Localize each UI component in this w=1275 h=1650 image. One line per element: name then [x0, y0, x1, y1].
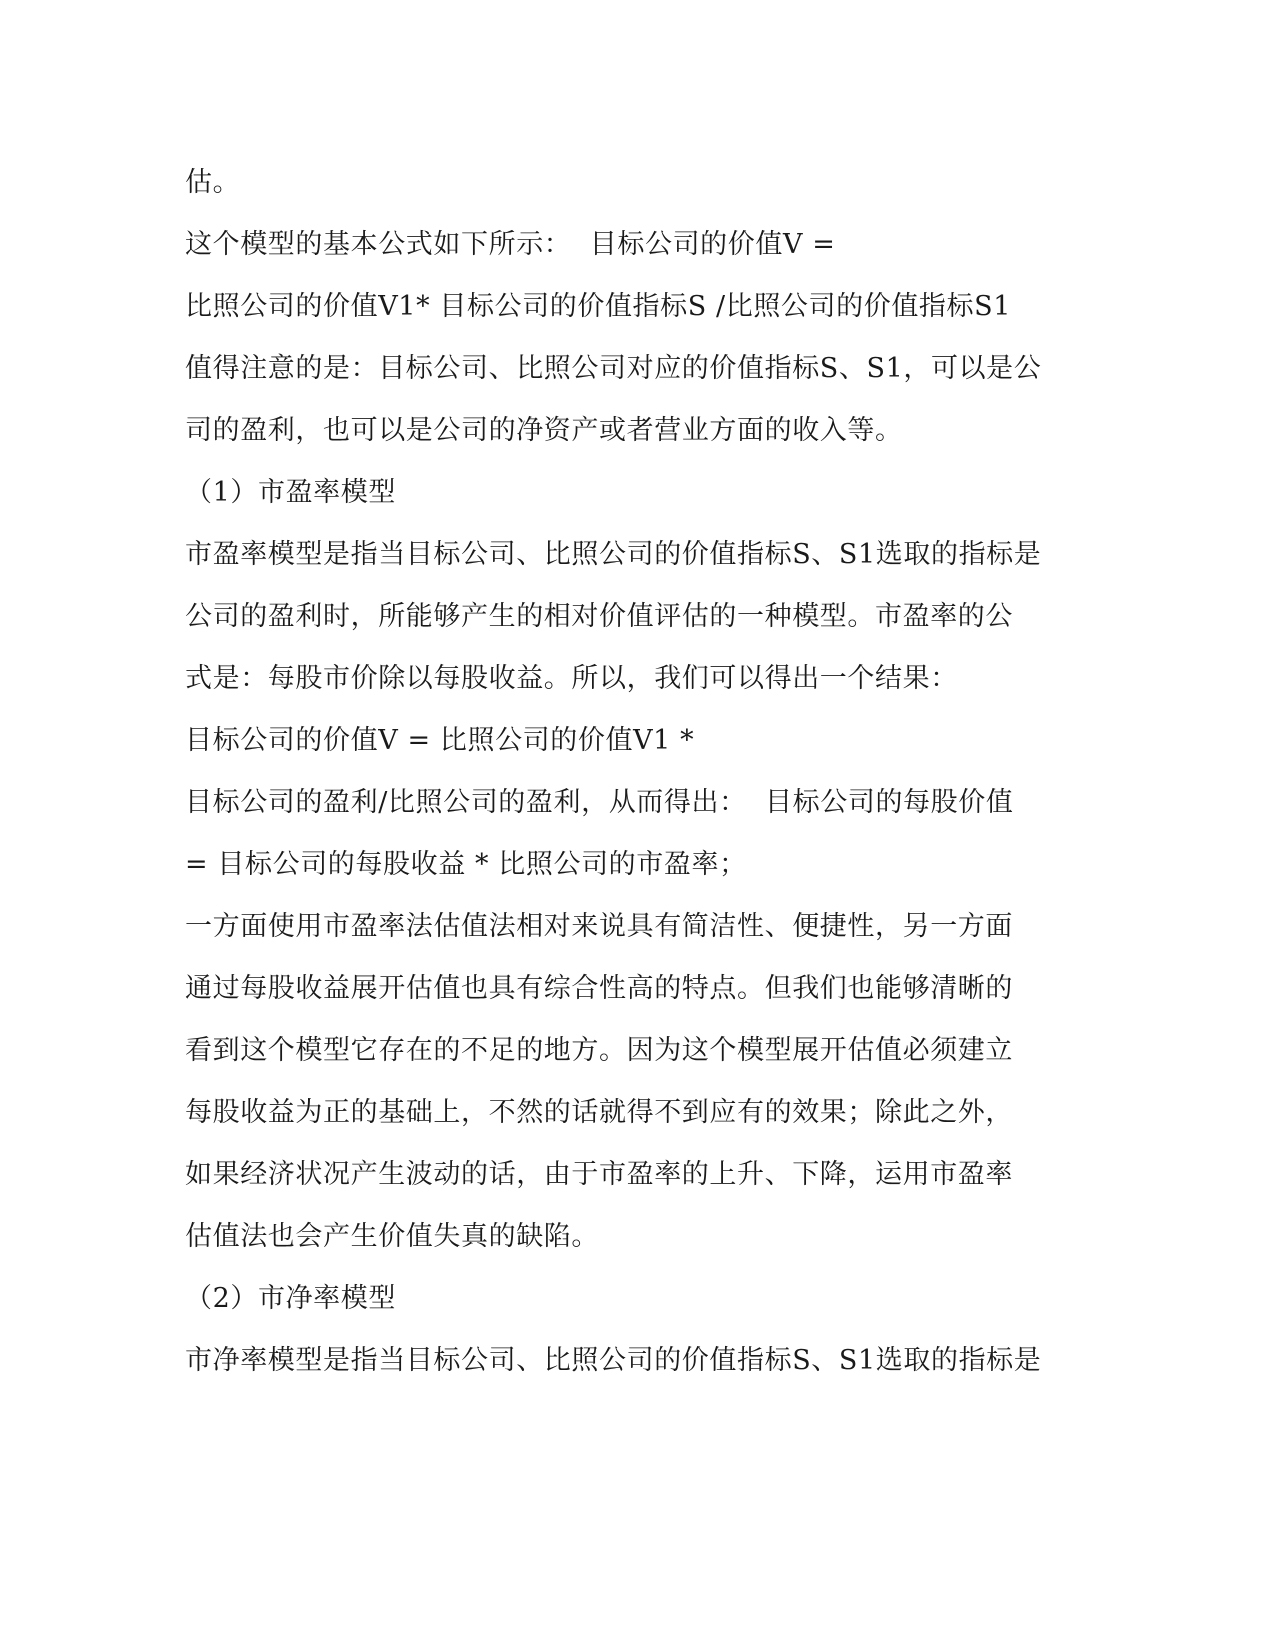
text-line-pe-formula-cont: 目标公司的盈利/比照公司的盈利，从而得出： 目标公司的每股价值 — [185, 787, 1014, 818]
text-line-pe-cons: 看到这个模型它存在的不足的地方。因为这个模型展开估值必须建立 — [185, 1035, 1013, 1066]
text-line-pe-pros-cont: 通过每股收益展开估值也具有综合性高的特点。但我们也能够清晰的 — [185, 973, 1013, 1004]
text-line-pe-def: 市盈率模型是指当目标公司、比照公司的价值指标S、S1选取的指标是 — [185, 539, 1042, 570]
section-heading-pe-model: （1）市盈率模型 — [185, 477, 396, 508]
text-line-pe-formula-intro: 式是：每股市价除以每股收益。所以，我们可以得出一个结果： — [185, 663, 958, 694]
text-line-note-cont: 司的盈利，也可以是公司的净资产或者营业方面的收入等。 — [185, 415, 903, 446]
text-line-pe-cons-end: 估值法也会产生价值失真的缺陷。 — [185, 1221, 599, 1252]
text-line-pe-cons-cont2: 如果经济状况产生波动的话，由于市盈率的上升、下降，运用市盈率 — [185, 1159, 1013, 1190]
text-line-pe-formula: 目标公司的价值V = 比照公司的价值V1 * — [185, 725, 695, 756]
text-line-pe-def-cont: 公司的盈利时，所能够产生的相对价值评估的一种模型。市盈率的公 — [185, 601, 1013, 632]
text-line-pe-cons-cont: 每股收益为正的基础上，不然的话就得不到应有的效果；除此之外， — [185, 1097, 1013, 1128]
document-body — [185, 152, 1045, 1392]
text-line-pb-def: 市净率模型是指当目标公司、比照公司的价值指标S、S1选取的指标是 — [185, 1345, 1042, 1376]
text-line-formula-intro: 这个模型的基本公式如下所示： 目标公司的价值V = — [185, 229, 836, 260]
section-heading-pb-model: （2）市净率模型 — [185, 1283, 396, 1314]
text-line-pe-formula-result: = 目标公司的每股收益 * 比照公司的市盈率； — [185, 849, 747, 880]
text-line-note: 值得注意的是：目标公司、比照公司对应的价值指标S、S1，可以是公 — [185, 353, 1042, 384]
text-line-continuation: 估。 — [185, 167, 241, 198]
text-line-formula: 比照公司的价值V1* 目标公司的价值指标S /比照公司的价值指标S1 — [185, 291, 1012, 322]
text-line-pe-pros: 一方面使用市盈率法估值法相对来说具有简洁性、便捷性，另一方面 — [185, 911, 1013, 942]
